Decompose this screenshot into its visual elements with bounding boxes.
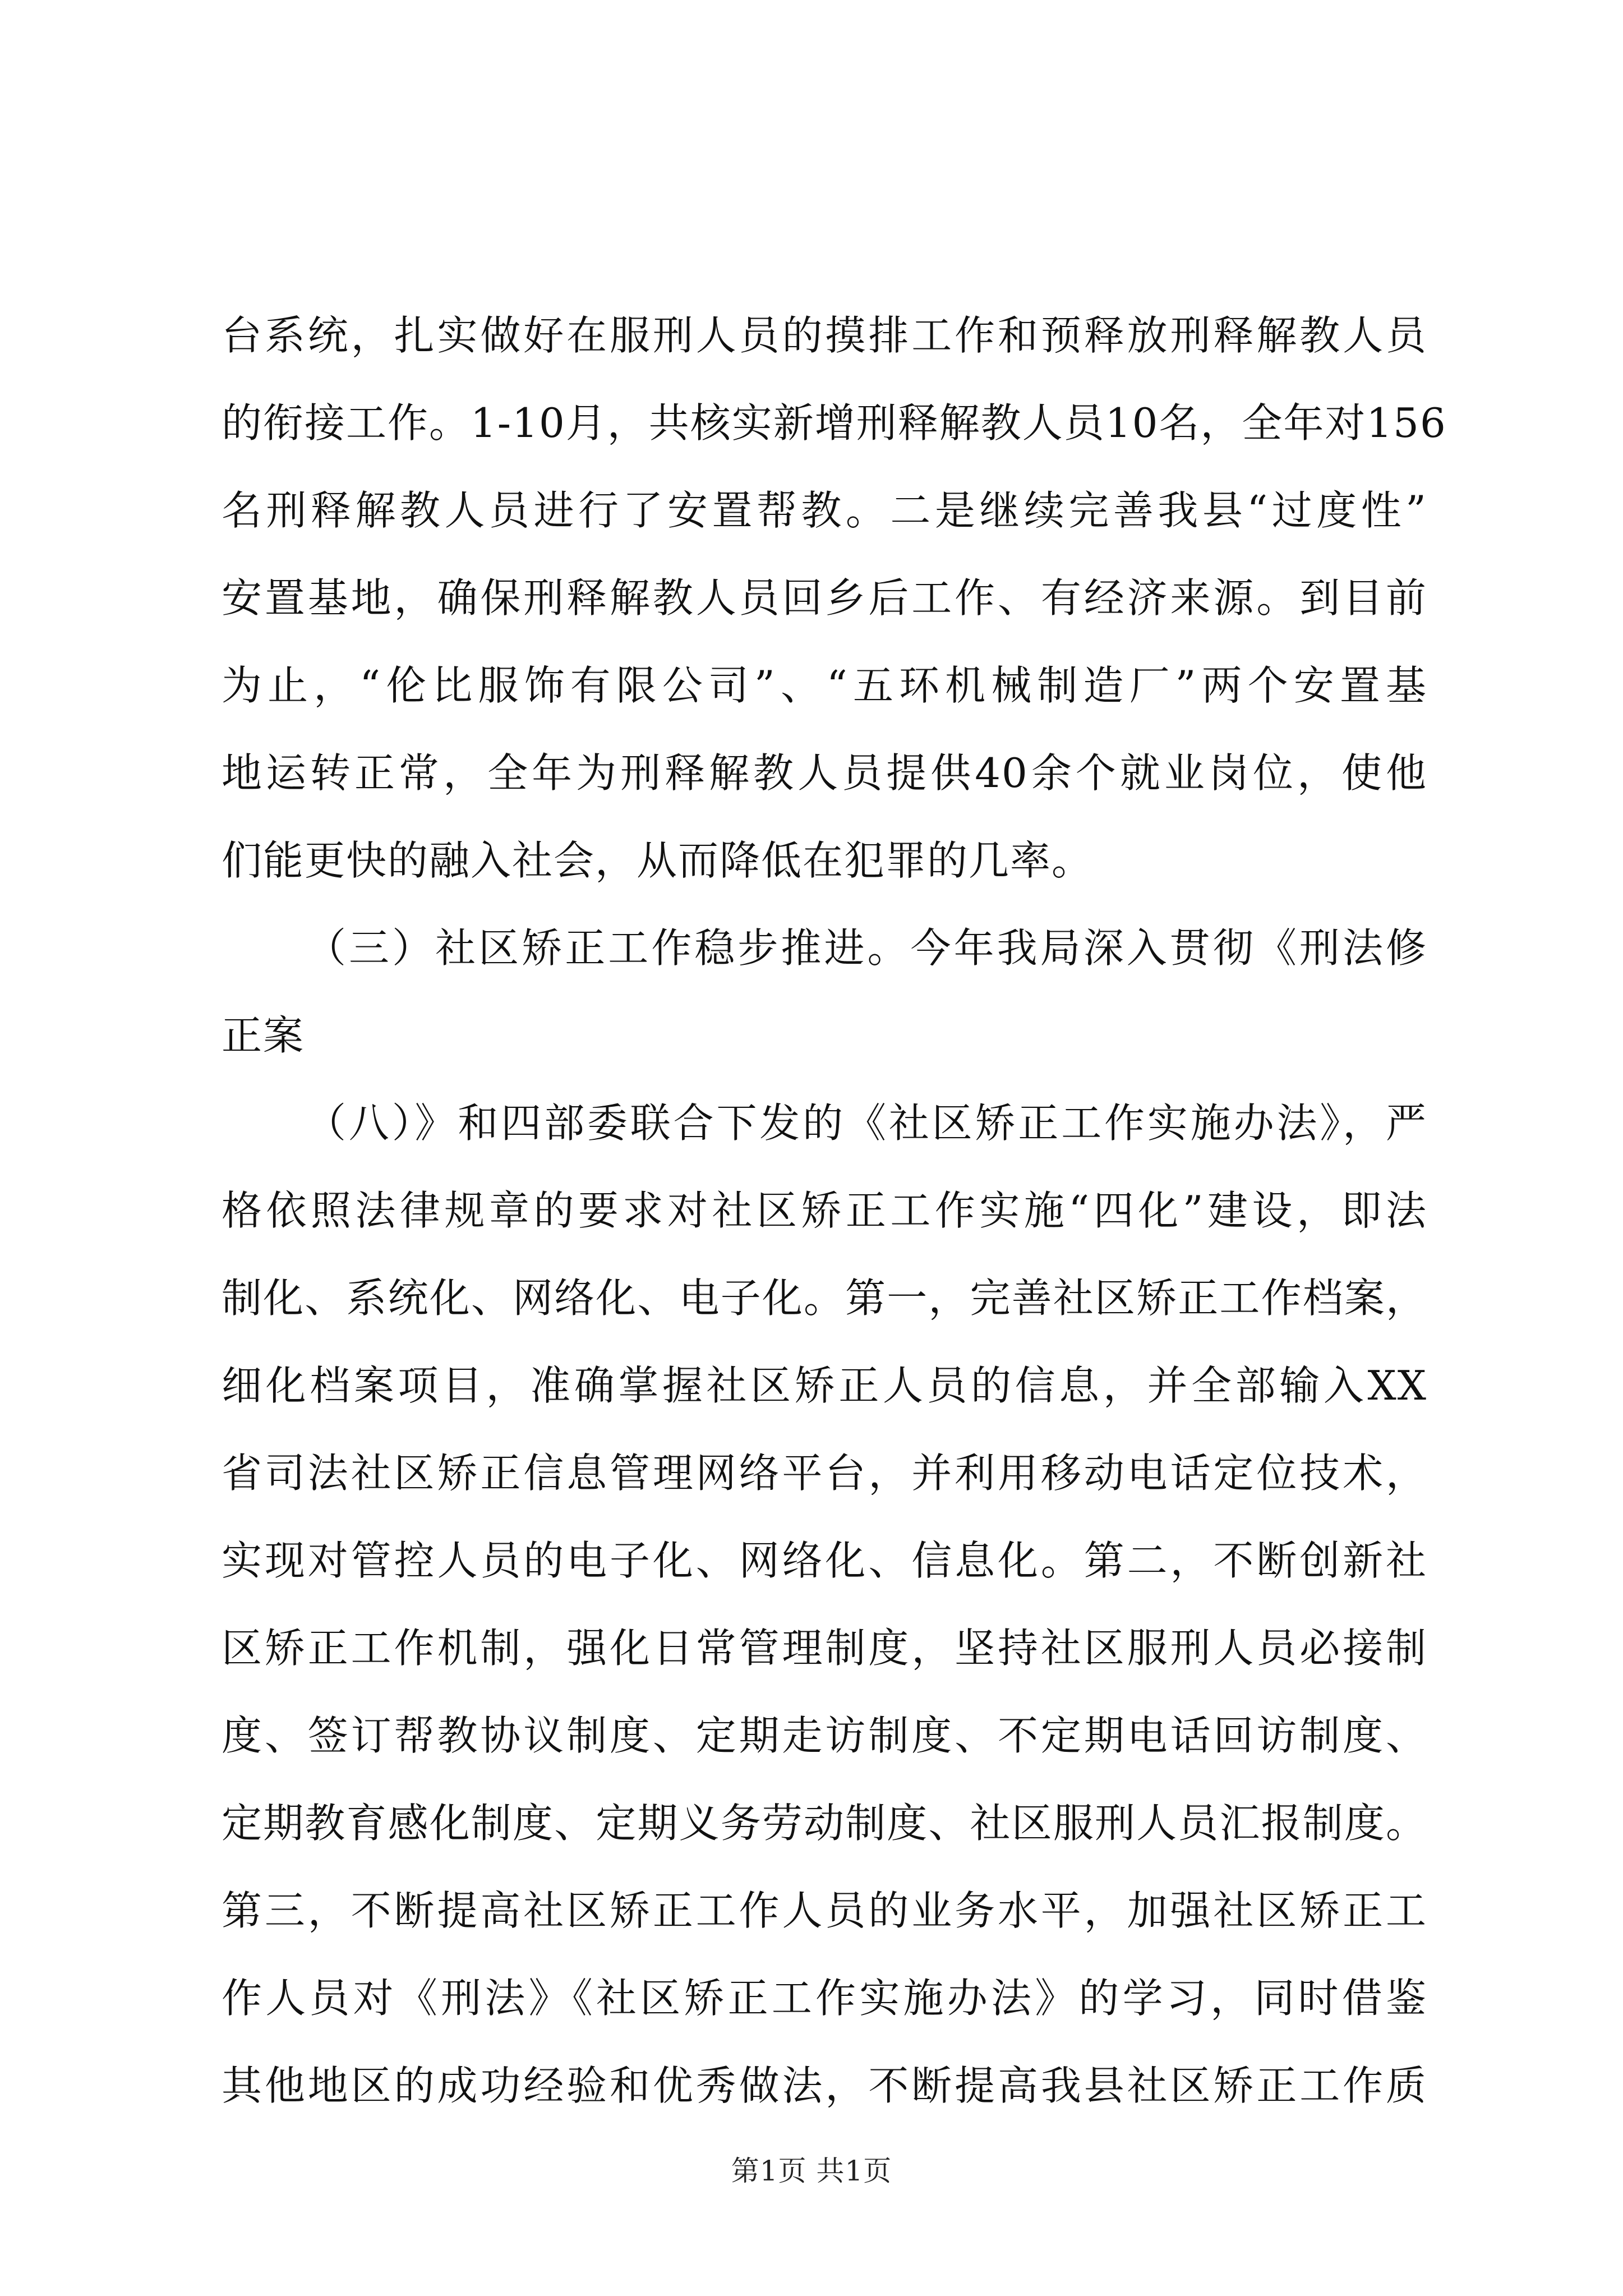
text-line: 们能更快的融入社会，从而降低在犯罪的几率。 <box>222 837 1094 884</box>
text-line: 作人员对《刑法》《社区矫正工作实施办法》的学习，同时借鉴 <box>222 1975 1427 2022</box>
text-line: 台系统，扎实做好在服刑人员的摸排工作和预释放刑释解教人员 <box>222 312 1427 359</box>
text-line: 的衔接工作。1-10月，共核实新增刑释解教人员10名，全年对156 <box>222 399 1447 447</box>
paragraph-start-line: （八）》和四部委联合下发的《社区矫正工作实施办法》，严 <box>306 1099 1427 1147</box>
text-line: 区矫正工作机制，强化日常管理制度，坚持社区服刑人员必接制 <box>222 1625 1427 1672</box>
text-line: 为止，“伦比服饰有限公司”、“五环机械制造厂”两个安置基 <box>222 662 1427 709</box>
text-line: 制化、系统化、网络化、电子化。第一，完善社区矫正工作档案， <box>222 1274 1427 1322</box>
paragraph-start-line: （三）社区矫正工作稳步推进。今年我局深入贯彻《刑法修 <box>306 924 1427 972</box>
text-line: 省司法社区矫正信息管理网络平台，并利用移动电话定位技术， <box>222 1450 1427 1497</box>
text-line: 正案 <box>222 1012 305 1059</box>
text-line: 度、签订帮教协议制度、定期走访制度、不定期电话回访制度、 <box>222 1712 1427 1759</box>
document-body <box>222 292 1447 2129</box>
text-line: 地运转正常，全年为刑释解教人员提供40余个就业岗位，使他 <box>222 749 1427 797</box>
text-line: 第三，不断提高社区矫正工作人员的业务水平，加强社区矫正工 <box>222 1887 1427 1934</box>
text-line: 实现对管控人员的电子化、网络化、信息化。第二，不断创新社 <box>222 1537 1427 1584</box>
page-number-footer: 第1页 共1页 <box>731 2155 892 2187</box>
text-line: 名刑释解教人员进行了安置帮教。二是继续完善我县“过度性” <box>222 487 1427 534</box>
text-line: 定期教育感化制度、定期义务劳动制度、社区服刑人员汇报制度。 <box>222 1800 1427 1847</box>
text-line: 其他地区的成功经验和优秀做法，不断提高我县社区矫正工作质 <box>222 2062 1427 2109</box>
text-line: 细化档案项目，准确掌握社区矫正人员的信息，并全部输入XX <box>222 1362 1427 1409</box>
text-line: 格依照法律规章的要求对社区矫正工作实施“四化”建设，即法 <box>222 1187 1427 1234</box>
text-line: 安置基地，确保刑释解教人员回乡后工作、有经济来源。到目前 <box>222 574 1427 622</box>
